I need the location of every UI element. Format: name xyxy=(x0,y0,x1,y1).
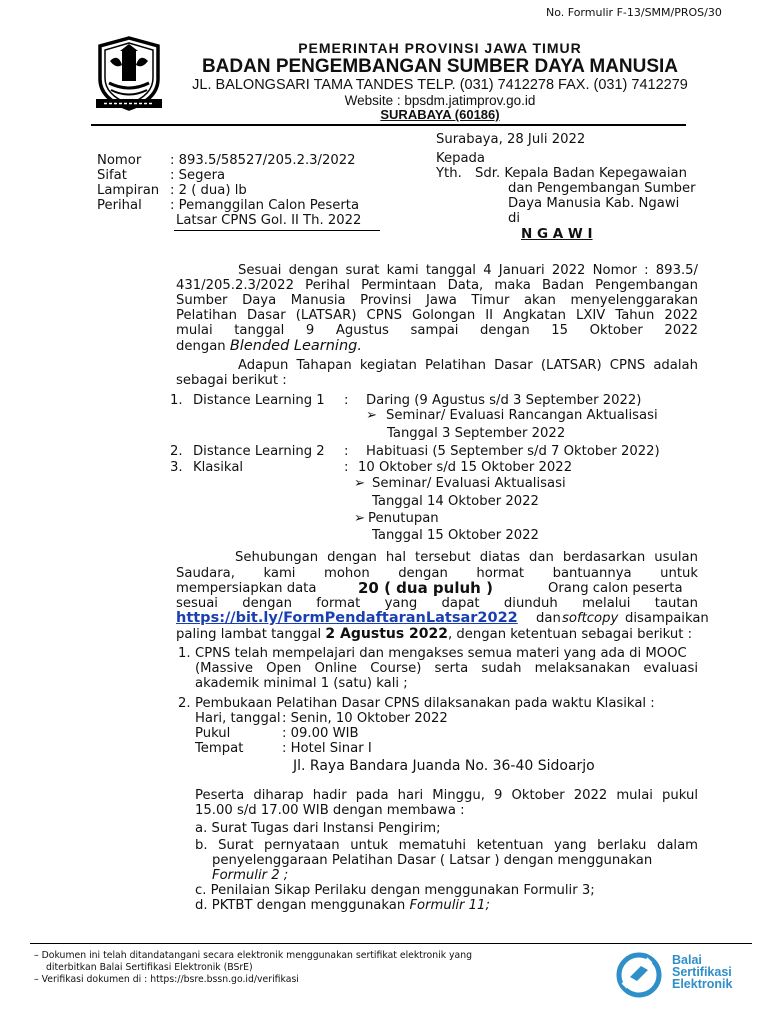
stage-1-number: 1. xyxy=(170,393,183,408)
para2-line-1: Adapun Tahapan kegiatan Pelatihan Dasar (LATSAR) CPNS adalah xyxy=(238,358,698,373)
cond1-number: 1. xyxy=(178,646,191,661)
sifat-value: : Segera xyxy=(170,168,226,183)
arrow-icon: ➢ xyxy=(354,476,366,491)
stage-3-name: Klasikal xyxy=(193,460,244,475)
para3-line-6 xyxy=(176,626,692,642)
bring-item-d-text: d. PKTBT dengan menggunakan xyxy=(195,898,406,913)
footer-note-1: – Dokumen ini telah ditandatangani secara elektronik menggunakan sertifikat elektronik yang xyxy=(34,950,473,961)
stage-1-value: Daring (9 Agustus s/d 3 September 2022) xyxy=(366,393,642,408)
para1-line-1: Sesuai dengan surat kami tanggal 4 Januari 2022 Nomor : 893.5/ xyxy=(238,263,698,278)
perihal-label: Perihal xyxy=(97,198,142,213)
tempat-label: Tempat xyxy=(195,741,244,756)
stage-3-value: 10 Oktober s/d 15 Oktober 2022 xyxy=(358,460,573,475)
form-number: No. Formulir F-13/SMM/PROS/30 xyxy=(546,6,722,19)
bring-item-a: a. Surat Tugas dari Instansi Pengirim; xyxy=(195,821,441,836)
tempat-value: : Hotel Sinar I xyxy=(282,741,372,756)
para4-line-2: 15.00 s/d 17.00 WIB dengan membawa : xyxy=(195,803,465,818)
para3-deadline: 2 Agustus 2022 xyxy=(325,626,449,642)
lampiran-value: : 2 ( dua) lb xyxy=(170,183,247,198)
gov-title: PEMERINTAH PROVINSI JAWA TIMUR xyxy=(298,40,582,56)
para3-mempersiapkan: mempersiapkan data xyxy=(176,581,317,596)
footer-divider xyxy=(30,943,752,944)
arrow-icon: ➢ xyxy=(366,408,378,423)
blended-learning: Blended Learning. xyxy=(229,338,362,354)
agency-title: BADAN PENGEMBANGAN SUMBER DAYA MANUSIA xyxy=(201,56,679,77)
recipient-kepada: Kepada xyxy=(436,151,486,166)
hari-value: : Senin, 10 Oktober 2022 xyxy=(282,711,448,726)
para3-orang: Orang calon peserta xyxy=(548,581,683,596)
stage-1-colon: : xyxy=(344,393,349,408)
para3-line-2: Saudara, kami mohon dengan hormat bantuannya untuk xyxy=(176,566,698,581)
bring-item-c: c. Penilaian Sikap Perilaku dengan menggunakan Formulir 3; xyxy=(195,883,595,898)
recipient-di: di xyxy=(508,211,521,226)
tempat-address: Jl. Raya Bandara Juanda No. 36-40 Sidoarjo xyxy=(293,758,595,774)
para2-line-2: sebagai berikut : xyxy=(176,373,287,388)
cond1-line-3: akademik minimal 1 (satu) kali ; xyxy=(195,676,408,691)
para1-dengan: dengan xyxy=(176,339,226,354)
para3-line-1: Sehubungan dengan hal tersebut diatas dan berdasarkan usulan xyxy=(235,550,698,565)
stage-2-name: Distance Learning 2 xyxy=(193,444,325,459)
para1-line-6 xyxy=(176,338,362,354)
pukul-label: Pukul xyxy=(195,726,231,741)
stage-3-colon: : xyxy=(344,460,349,475)
letter-date: Surabaya, 28 Juli 2022 xyxy=(436,132,586,147)
agency-website: Website : bpsdm.jatimprov.go.id xyxy=(344,93,536,108)
para3-dan: dan xyxy=(536,611,561,626)
para3-line-4: sesuai dengan format yang dapat diunduh melalui tautan xyxy=(176,596,698,611)
cond2-number: 2. xyxy=(178,696,191,711)
para1-line-3: Sumber Daya Manusia Provinsi Jawa Timur akan menyelenggarakan xyxy=(176,293,698,308)
stage-1-sub-1: Seminar/ Evaluasi Rancangan Aktualisasi xyxy=(386,408,658,423)
arrow-icon: ➢ xyxy=(354,511,366,526)
stage-2-colon: : xyxy=(344,444,349,459)
para1-line-4: Pelatihan Dasar (LATSAR) CPNS Golongan II Angkatan LXIV Tahun 2022 xyxy=(176,308,698,323)
perihal-value-1: : Pemanggilan Calon Peserta xyxy=(170,198,360,213)
perihal-value-2: Latsar CPNS Gol. II Th. 2022 xyxy=(176,213,362,228)
stage-3-sub-1: Seminar/ Evaluasi Aktualisasi xyxy=(372,476,566,491)
stage-3-sub-4: Tanggal 15 Oktober 2022 xyxy=(372,528,539,543)
agency-city: SURABAYA (60186) xyxy=(380,107,500,122)
bring-item-d-form: Formulir 11; xyxy=(409,898,490,913)
stage-2-value: Habituasi (5 September s/d 7 Oktober 2022) xyxy=(366,444,660,459)
bsre-logo-icon xyxy=(610,950,668,1000)
stage-2-number: 2. xyxy=(170,444,183,459)
bsre-logo-line-2: Sertifikasi xyxy=(672,965,732,979)
recipient-line-3: Daya Manusia Kab. Ngawi xyxy=(508,196,680,211)
para1-line-5: mulai tanggal 9 Agustus sampai dengan 15 Oktober 2022 xyxy=(176,323,698,338)
lampiran-label: Lampiran xyxy=(97,183,160,198)
bring-item-b-2: penyelenggaraan Pelatihan Dasar ( Latsar ) dengan menggunakan xyxy=(212,853,653,868)
para3-jumlah: 20 ( dua puluh ) xyxy=(358,579,493,597)
stage-1-name: Distance Learning 1 xyxy=(193,393,325,408)
hari-label: Hari, tanggal xyxy=(195,711,281,726)
bsre-logo-text xyxy=(672,954,732,990)
header-divider xyxy=(91,124,686,126)
stage-3-sub-3: Penutupan xyxy=(368,511,439,526)
form-link[interactable]: https://bit.ly/FormPendaftaranLatsar2022 xyxy=(176,610,518,626)
para1-line-2: 431/205.2.3/2022 Perihal Permintaan Data, maka Badan Pengembangan xyxy=(176,278,698,293)
nomor-value: : 893.5/58527/205.2.3/2022 xyxy=(170,153,356,168)
nomor-label: Nomor xyxy=(97,153,142,168)
para4-line-1: Peserta diharap hadir pada hari Minggu, 9 Oktober 2022 mulai pukul xyxy=(195,788,698,803)
bsre-logo-line-1: Balai xyxy=(672,953,702,967)
bring-item-b-3: Formulir 2 ; xyxy=(212,868,289,883)
bring-item-b-1: b. Surat pernyataan untuk mematuhi ketentuan yang berlaku dalam xyxy=(195,838,698,853)
stage-3-sub-2: Tanggal 14 Oktober 2022 xyxy=(372,494,539,509)
cond1-line-2: (Massive Open Online Course) serta sudah melaksanakan evaluasi xyxy=(195,661,698,676)
cond2-line-1: Pembukaan Pelatihan Dasar CPNS dilaksanakan pada waktu Klasikal : xyxy=(195,696,655,711)
recipient-line-2: dan Pengembangan Sumber xyxy=(508,181,696,196)
para3-disampaikan: disampaikan xyxy=(625,611,709,626)
perihal-underline xyxy=(174,230,380,231)
pukul-value: : 09.00 WIB xyxy=(282,726,359,741)
agency-address: JL. BALONGSARI TAMA TANDES TELP. (031) 7412278 FAX. (031) 7412279 xyxy=(192,77,688,93)
para3-ketentuan: , dengan ketentuan sebagai berikut : xyxy=(448,627,693,642)
footer-note-2: – Verifikasi dokumen di : https://bsre.bssn.go.id/verifikasi xyxy=(34,974,299,985)
recipient-place: N G A W I xyxy=(521,226,593,242)
sifat-label: Sifat xyxy=(97,168,127,183)
para3-softcopy: softcopy xyxy=(562,611,619,626)
bring-item-d xyxy=(195,898,490,913)
para3-paling-lambat: paling lambat tanggal xyxy=(176,627,322,642)
footer-note-1b: diterbitkan Balai Sertifikasi Elektronik (BSrE) xyxy=(46,962,253,973)
cond1-line-1: CPNS telah mempelajari dan mengakses semua materi yang ada di MOOC xyxy=(195,646,687,661)
recipient-yth: Yth. xyxy=(436,166,462,181)
stage-1-sub-2: Tanggal 3 September 2022 xyxy=(387,426,566,441)
recipient-line-1: Sdr. Kepala Badan Kepegawaian xyxy=(475,166,687,181)
stage-3-number: 3. xyxy=(170,460,183,475)
bsre-logo-line-3: Elektronik xyxy=(672,977,733,991)
